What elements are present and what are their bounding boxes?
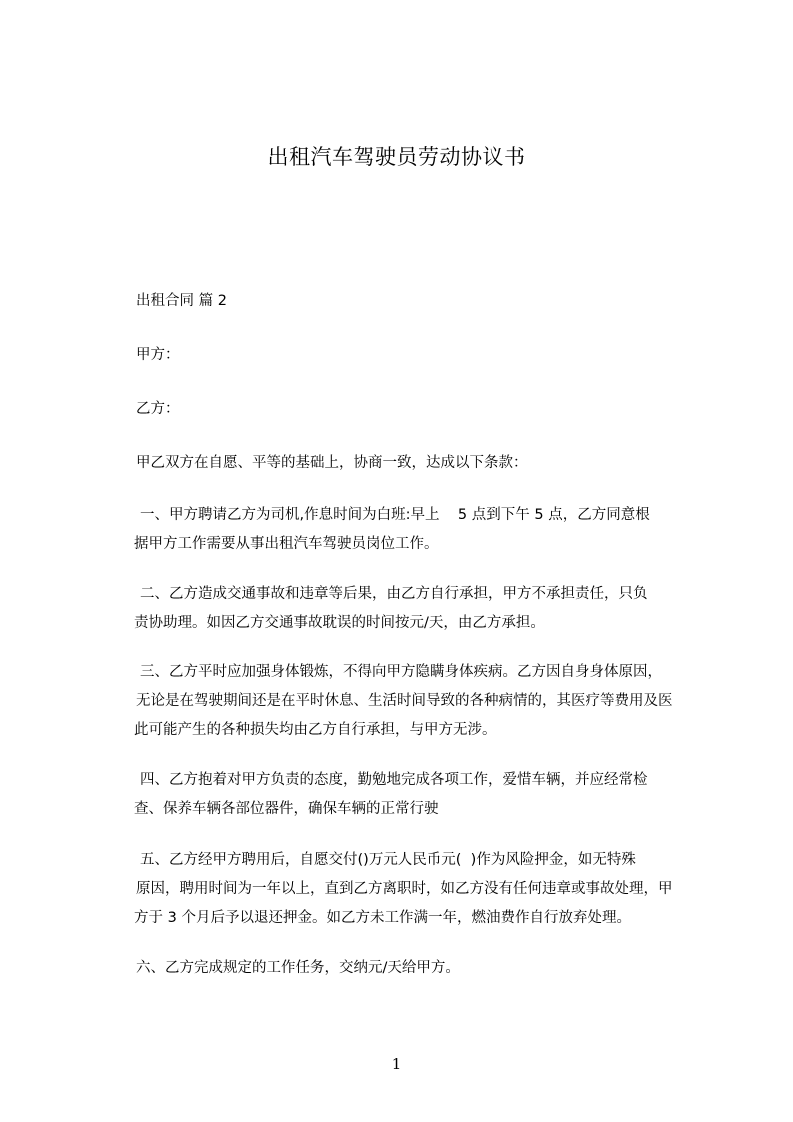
- paragraph-line: 出租合同 篇 2: [136, 293, 227, 309]
- paragraph-line: 责协助理。如因乙方交通事故耽误的时间按元/天，由乙方承担。: [134, 615, 545, 631]
- paragraph-line: 方于 3 个月后予以退还押金。如乙方未工作满一年，燃油费作自行放弃处理。: [134, 910, 631, 926]
- paragraph-line: 四、乙方抱着对甲方负责的态度，勤勉地完成各项工作，爱惜车辆，并应经常检: [140, 772, 648, 788]
- paragraph-line: 二、乙方造成交通事故和违章等后果，由乙方自行承担，甲方不承担责任，只负: [140, 586, 648, 602]
- page-number: 1: [391, 1055, 402, 1073]
- party-b-label: [106, 395, 746, 424]
- clause-2: [106, 580, 716, 638]
- paragraph-line: 乙方：: [136, 401, 180, 417]
- clause-3: [106, 658, 716, 745]
- paragraph-line: 原因，聘用时间为一年以上，直到乙方离职时，如乙方没有任何违章或事故处理，甲: [136, 881, 673, 897]
- paragraph-line: 甲乙双方在自愿、平等的基础上，协商一致，达成以下条款：: [136, 455, 528, 471]
- party-a-label: [106, 341, 746, 370]
- clause-6: [106, 954, 716, 983]
- document-title: 出租汽车驾驶员劳动协议书: [267, 145, 526, 169]
- paragraph-line: 六、乙方完成规定的工作任务，交纳元/天给甲方。: [136, 960, 460, 976]
- paragraph-line: 无论是在驾驶期间还是在平时休息、生活时间导致的各种病情的，其医疗等费用及医: [136, 693, 673, 709]
- paragraph-line: 三、乙方平时应加强身体锻炼，不得向甲方隐瞒身体疾病。乙方因自身身体原因，: [140, 664, 662, 680]
- paragraph-line: 五、乙方经甲方聘用后，自愿交付()万元人民币元( )作为风险押金，如无特殊: [140, 852, 636, 868]
- clause-4: [106, 766, 716, 824]
- paragraph-line: 查、保养车辆各部位器件，确保车辆的正常行驶: [134, 801, 439, 817]
- clause-5: [106, 846, 716, 933]
- paragraph-line: 一、甲方聘请乙方为司机,作息时间为白班:早上 5 点到下午 5 点，乙方同意根: [140, 507, 650, 523]
- agreement-intro: [106, 449, 746, 478]
- paragraph-line: 此可能产生的各种损失均由乙方自行承担，与甲方无涉。: [134, 722, 497, 738]
- contract-subtitle: [106, 287, 746, 316]
- paragraph-line: 据甲方工作需要从事出租汽车驾驶员岗位工作。: [134, 536, 439, 552]
- paragraph-line: 甲方：: [136, 347, 180, 363]
- clause-1: [106, 501, 716, 559]
